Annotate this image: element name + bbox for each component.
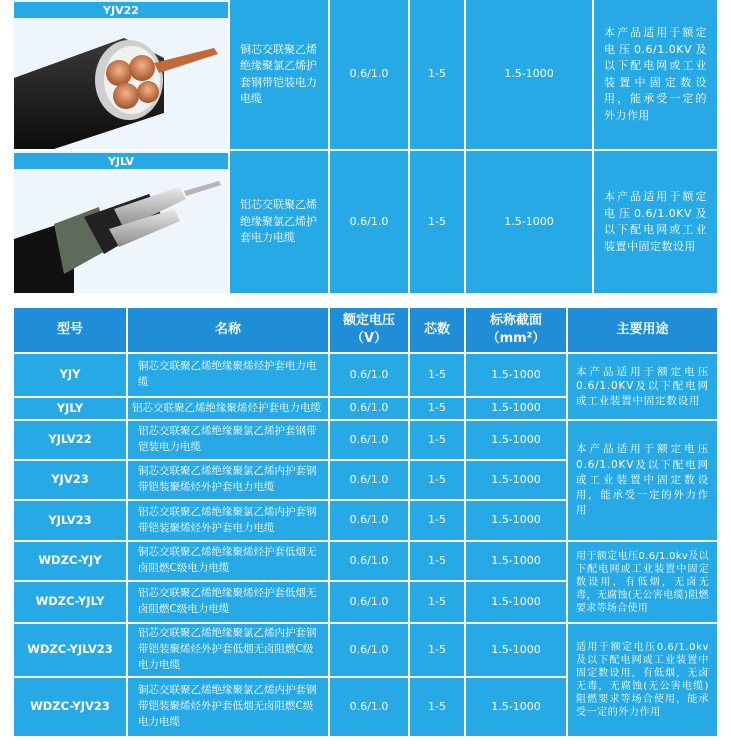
product-usage: 本产品适用于额定电压0.6/1.0KV及以下配电网或工业装置中固定数设用，能承受一定的外力作用 <box>594 0 717 149</box>
usage-group: 适用于额定电压0.6/1.0kv及以下配电网或工业装置中固定数设用，有低烟，无卤无毒，无腐蚀(无公害电缆)阻燃要求等场合使用，能承受一定的外力作用 <box>568 624 717 736</box>
row-voltage: 0.6/1.0 <box>330 421 408 459</box>
row-name: 铜芯交联聚乙烯绝缘聚氯乙烯内护套钢带铠装聚烯烃外护套电力电缆 <box>128 461 328 499</box>
row-section: 1.5-1000 <box>466 461 566 499</box>
product-name: 铝芯交联聚乙烯绝缘聚氯乙烯护套电力电缆 <box>230 151 328 293</box>
row-voltage: 0.6/1.0 <box>330 398 408 419</box>
header-voltage <box>330 308 408 352</box>
product-usage: 本产品适用于额定电压0.6/1.0KV及以下配电网或工业装置中固定数设用 <box>594 151 717 293</box>
row-cores: 1-5 <box>410 678 464 736</box>
row-model: WDZC-YJLY <box>14 582 126 622</box>
row-section: 1.5-1000 <box>466 678 566 736</box>
row-section: 1.5-1000 <box>466 542 566 580</box>
product-cores: 1-5 <box>410 0 464 149</box>
row-section: 1.5-1000 <box>466 624 566 676</box>
row-model: YJY <box>14 354 126 396</box>
row-section: 1.5-1000 <box>466 582 566 622</box>
usage-group: 本产品适用于额定电压0.6/1.0KV及以下配电网或工业装置中固定数设用，能承受一定的外力作用 <box>568 421 717 540</box>
row-name: 铝芯交联聚乙烯绝缘聚氯乙烯内护套钢带铠装聚烯烃外护套电力电缆 <box>128 501 328 540</box>
row-model: YJV23 <box>14 461 126 499</box>
row-section: 1.5-1000 <box>466 501 566 540</box>
row-voltage: 0.6/1.0 <box>330 461 408 499</box>
header-usage: 主要用途 <box>568 308 717 352</box>
row-voltage: 0.6/1.0 <box>330 678 408 736</box>
product-model-label: YJLV <box>14 153 228 169</box>
row-name: 铝芯交联聚乙烯绝缘聚氯乙烯内护套钢带铠装聚烯烃外护套低烟无卤阻燃C级电力电缆 <box>128 624 328 676</box>
product-cores: 1-5 <box>410 151 464 293</box>
row-model: WDZC-YJV23 <box>14 678 126 736</box>
row-section: 1.5-1000 <box>466 421 566 459</box>
row-model: WDZC-YJY <box>14 542 126 580</box>
row-cores: 1-5 <box>410 624 464 676</box>
row-name: 铝芯交联聚乙烯绝缘聚烯烃护套低烟无卤阻燃C级电力电缆 <box>128 582 328 622</box>
row-voltage: 0.6/1.0 <box>330 542 408 580</box>
row-voltage: 0.6/1.0 <box>330 624 408 676</box>
product-voltage: 0.6/1.0 <box>330 151 408 293</box>
row-model: YJLV22 <box>14 421 126 459</box>
row-voltage: 0.6/1.0 <box>330 582 408 622</box>
row-section: 1.5-1000 <box>466 398 566 419</box>
row-cores: 1-5 <box>410 461 464 499</box>
row-name: 铜芯交联聚乙烯绝缘聚氯乙烯内护套钢带铠装聚烯烃外护套低烟无卤阻燃C级电力电缆 <box>128 678 328 736</box>
cable-photo-yjlv <box>14 169 228 293</box>
product-section: 1.5-1000 <box>466 151 592 293</box>
product-voltage: 0.6/1.0 <box>330 0 408 149</box>
header-name: 名称 <box>128 308 328 352</box>
row-section: 1.5-1000 <box>466 354 566 396</box>
row-voltage: 0.6/1.0 <box>330 501 408 540</box>
row-name: 铝芯交联聚乙烯绝缘聚烯烃护套电力电缆 <box>128 398 328 419</box>
row-cores: 1-5 <box>410 542 464 580</box>
row-name: 铜芯交联聚乙烯绝缘聚烯烃护套电力电缆 <box>128 354 328 396</box>
product-name: 铜芯交联聚乙烯绝缘聚氯乙烯护套钢带铠装电力电缆 <box>230 0 328 149</box>
usage-group: 用于额定电压0.6/1.0kv及以下配电网或工业装置中固定数设用，有低烟，无卤无毒，无腐蚀(无公害电缆)阻燃要求等场合使用 <box>568 542 717 622</box>
header-model: 型号 <box>14 308 126 352</box>
row-cores: 1-5 <box>410 582 464 622</box>
row-cores: 1-5 <box>410 501 464 540</box>
row-cores: 1-5 <box>410 354 464 396</box>
row-model: YJLY <box>14 398 126 419</box>
row-voltage: 0.6/1.0 <box>330 354 408 396</box>
usage-group: 本产品适用于额定电压0.6/1.0KV及以下配电网或工业装置中固定数设用 <box>568 354 717 419</box>
row-model: WDZC-YJLV23 <box>14 624 126 676</box>
row-model: YJLV23 <box>14 501 126 540</box>
header-voltage-label: 额定电压 <box>342 313 395 329</box>
product-section: 1.5-1000 <box>466 0 592 149</box>
header-voltage-unit: （V） <box>350 331 388 346</box>
row-name: 铝芯交联聚乙烯绝缘聚氯乙烯护套钢带铠装电力电缆 <box>128 421 328 459</box>
header-cores: 芯数 <box>410 308 464 352</box>
product-model-label: YJV22 <box>14 2 228 18</box>
cable-photo-yjv22 <box>14 18 228 149</box>
row-name: 铜芯交联聚乙烯绝缘聚烯烃护套低烟无卤阻燃C级电力电缆 <box>128 542 328 580</box>
header-section-label: 标称截面 <box>489 313 542 329</box>
header-section <box>466 308 566 352</box>
header-section-unit: （mm²） <box>486 331 546 346</box>
row-cores: 1-5 <box>410 421 464 459</box>
row-cores: 1-5 <box>410 398 464 419</box>
